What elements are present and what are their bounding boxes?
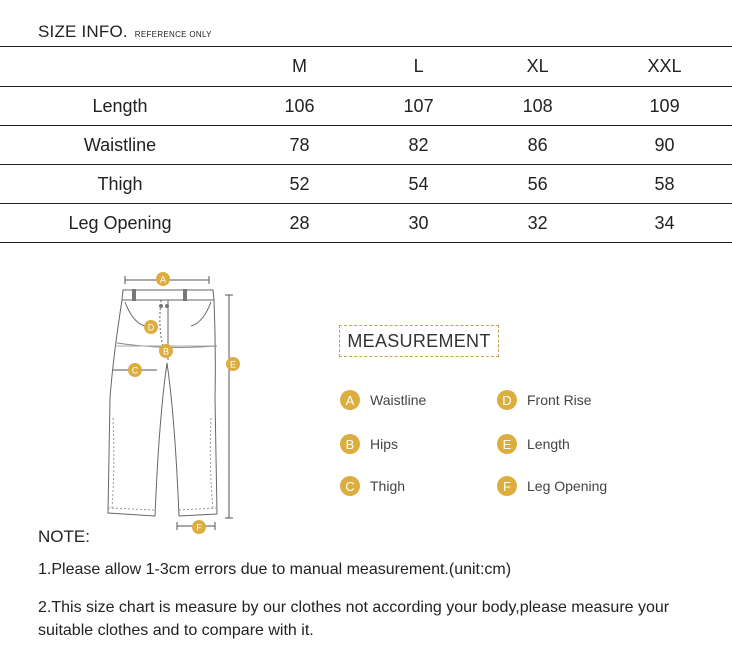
size-table bbox=[0, 46, 732, 243]
table-header-row bbox=[0, 47, 732, 87]
legend-label: Hips bbox=[370, 436, 399, 452]
header-cell bbox=[0, 47, 240, 87]
marker-label-e: E bbox=[229, 359, 237, 370]
legend-item-hips bbox=[340, 434, 398, 454]
header-cell: M bbox=[240, 47, 359, 87]
size-info-title bbox=[38, 22, 212, 42]
row-label: Length bbox=[0, 87, 240, 126]
cell: 56 bbox=[478, 165, 597, 204]
cell: 109 bbox=[597, 87, 732, 126]
cell: 30 bbox=[359, 204, 478, 243]
cell: 54 bbox=[359, 165, 478, 204]
cell: 28 bbox=[240, 204, 359, 243]
cell: 52 bbox=[240, 165, 359, 204]
legend-item-waistline bbox=[340, 390, 426, 410]
table-row bbox=[0, 126, 732, 165]
legend-item-thigh bbox=[340, 476, 405, 496]
note-line-1: 1.Please allow 1-3cm errors due to manual measurement.(unit:cm) bbox=[38, 561, 512, 578]
legend-label: Length bbox=[527, 436, 570, 452]
cell: 58 bbox=[597, 165, 732, 204]
table-row bbox=[0, 165, 732, 204]
cell: 106 bbox=[240, 87, 359, 126]
cell: 78 bbox=[240, 126, 359, 165]
legend-label: Leg Opening bbox=[527, 478, 608, 494]
marker-label-c: C bbox=[131, 365, 139, 376]
note-line-2: 2.This size chart is measure by our clothes not according your body,please measure your suitable clothes and to compare with it. bbox=[38, 599, 670, 639]
header-cell: XXL bbox=[597, 47, 732, 87]
cell: 86 bbox=[478, 126, 597, 165]
table-row bbox=[0, 204, 732, 243]
measurement-title: MEASUREMENT bbox=[339, 325, 499, 357]
pants-diagram bbox=[95, 268, 255, 538]
legend-item-length bbox=[497, 434, 570, 454]
title-main: SIZE INFO. bbox=[38, 22, 128, 41]
header-cell: XL bbox=[478, 47, 597, 87]
legend-badge: A bbox=[340, 390, 360, 410]
cell: 32 bbox=[478, 204, 597, 243]
cell: 90 bbox=[597, 126, 732, 165]
header-cell: L bbox=[359, 47, 478, 87]
button bbox=[159, 304, 163, 308]
button bbox=[165, 304, 169, 308]
cell: 107 bbox=[359, 87, 478, 126]
belt-loop bbox=[132, 289, 136, 301]
title-sub: REFERENCE ONLY bbox=[134, 30, 212, 39]
legend-badge: C bbox=[340, 476, 360, 496]
legend-badge: B bbox=[340, 434, 360, 454]
cell: 82 bbox=[359, 126, 478, 165]
legend-badge: D bbox=[497, 390, 517, 410]
belt-loop bbox=[183, 289, 187, 301]
row-label: Leg Opening bbox=[0, 204, 240, 243]
cell: 34 bbox=[597, 204, 732, 243]
cell: 108 bbox=[478, 87, 597, 126]
marker-label-b: B bbox=[162, 346, 170, 357]
legend-label: Front Rise bbox=[527, 392, 592, 408]
marker-label-f: F bbox=[196, 522, 202, 533]
row-label: Thigh bbox=[0, 165, 240, 204]
marker-label-d: D bbox=[147, 322, 155, 333]
table-row bbox=[0, 87, 732, 126]
row-label: Waistline bbox=[0, 126, 240, 165]
legend-item-leg-opening bbox=[497, 476, 607, 496]
legend-badge: E bbox=[497, 434, 517, 454]
marker-label-a: A bbox=[159, 274, 167, 285]
legend-label: Waistline bbox=[370, 392, 427, 408]
note-title: NOTE: bbox=[38, 527, 90, 546]
legend-item-front-rise bbox=[497, 390, 592, 410]
legend-label: Thigh bbox=[370, 478, 406, 494]
legend-badge: F bbox=[497, 476, 517, 496]
